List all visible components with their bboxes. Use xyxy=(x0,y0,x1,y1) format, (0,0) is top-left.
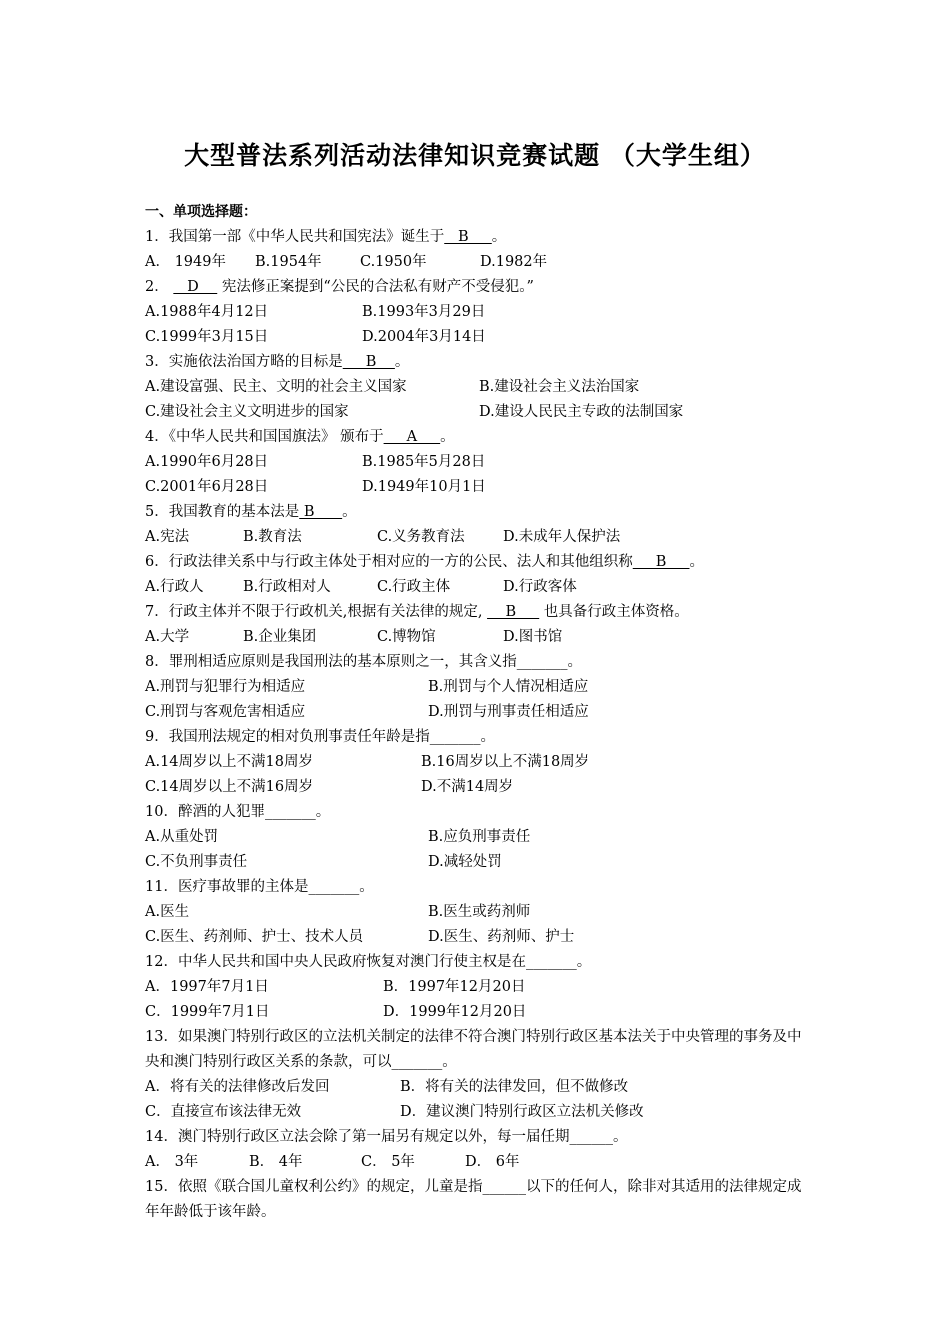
question-text: 14．澳门特别行政区立法会除了第一届另有规定以外，每一届任期 xyxy=(145,1129,570,1145)
option-b: B．将有关的法律发回，但不做修改 xyxy=(400,1079,629,1095)
question-3 xyxy=(145,350,810,375)
question-7 xyxy=(145,600,810,625)
option-a: A.1988年4月12日 xyxy=(145,304,269,320)
options-4a xyxy=(145,450,810,475)
answer-blank: B xyxy=(299,504,343,520)
options-9b xyxy=(145,775,810,800)
option-c: C.14周岁以上不满16周岁 xyxy=(145,779,314,795)
option-a: A.医生 xyxy=(145,904,190,920)
option-d: D.行政客体 xyxy=(503,579,577,595)
question-text: 8．罪刑相适应原则是我国刑法的基本原则之一，其含义指 xyxy=(145,654,517,670)
options-12a xyxy=(145,975,810,1000)
option-d: D.刑罚与刑事责任相适应 xyxy=(428,704,589,720)
question-text-end: 。 xyxy=(612,1129,628,1145)
question-text: 3．实施依法治国方略的目标是 xyxy=(145,354,343,370)
question-text: 7．行政主体并不限于行政机关,根据有关法律的规定, xyxy=(145,604,488,620)
answer-blank: B xyxy=(342,354,395,370)
question-text: 10．醉酒的人犯罪 xyxy=(145,804,265,820)
question-text: 1．我国第一部《中华人民共和国宪法》诞生于 xyxy=(145,229,445,245)
option-d: D.未成年人保护法 xyxy=(503,529,621,545)
option-a: A.宪法 xyxy=(145,529,190,545)
option-a: A.刑罚与犯罪行为相适应 xyxy=(145,679,306,695)
options-3a xyxy=(145,375,810,400)
question-15 xyxy=(145,1175,810,1225)
question-10 xyxy=(145,800,810,825)
options-12b xyxy=(145,1000,810,1025)
question-text: 15．依照《联合国儿童权利公约》的规定，儿童是指 xyxy=(145,1179,483,1195)
option-c: C.建设社会主义文明进步的国家 xyxy=(145,404,349,420)
option-b: B.1993年3月29日 xyxy=(362,304,486,320)
question-11 xyxy=(145,875,810,900)
option-b: B.1954年 xyxy=(255,254,322,270)
question-text-end: 宪法修正案提到“公民的合法私有财产不受侵犯。” xyxy=(217,279,534,295)
question-text: 6．行政法律关系中与行政主体处于相对应的一方的公民、法人和其他组织称 xyxy=(145,554,633,570)
options-7 xyxy=(145,625,810,650)
question-text: 12．中华人民共和国中央人民政府恢复对澳门行使主权是在 xyxy=(145,954,526,970)
question-12 xyxy=(145,950,810,975)
question-4 xyxy=(145,425,810,450)
options-3b xyxy=(145,400,810,425)
answer-blank: D xyxy=(173,279,218,295)
option-b: B.医生或药剂师 xyxy=(428,904,531,920)
option-a: A．1997年7月1日 xyxy=(145,979,269,995)
question-text-end: 。 xyxy=(440,429,455,445)
question-text: 4．《中华人民共和国国旗法》 颁布于 xyxy=(145,429,384,445)
option-d: D.建设人民民主专政的法制国家 xyxy=(479,404,684,420)
question-text-end: 。 xyxy=(480,729,495,745)
section-heading: 一、单项选择题： xyxy=(145,204,257,220)
question-text: 5．我国教育的基本法是 xyxy=(145,504,300,520)
option-c: C.义务教育法 xyxy=(377,529,465,545)
option-d: D． 6年 xyxy=(465,1154,520,1170)
option-c: C． 5年 xyxy=(361,1154,415,1170)
options-4b xyxy=(145,475,810,500)
option-c: C.2001年6月28日 xyxy=(145,479,269,495)
page-title: 大型普法系列活动法律知识竞赛试题 （大学生组） xyxy=(184,141,766,170)
option-b: B． 4年 xyxy=(249,1154,303,1170)
options-13a xyxy=(145,1075,810,1100)
options-10b xyxy=(145,850,810,875)
question-text: 2． xyxy=(145,279,174,295)
question-text: 11．医疗事故罪的主体是 xyxy=(145,879,309,895)
option-b: B．1997年12月20日 xyxy=(383,979,526,995)
options-6 xyxy=(145,575,810,600)
option-b: B.建设社会主义法治国家 xyxy=(479,379,640,395)
options-1 xyxy=(145,250,810,275)
options-11b xyxy=(145,925,810,950)
options-9a xyxy=(145,750,810,775)
question-text-end: 以下的任何人，除非对其适用的法律规定成年年龄低于该年龄。 xyxy=(145,1179,802,1220)
answer-blank: ______ xyxy=(482,1179,526,1195)
option-a: A.1990年6月28日 xyxy=(145,454,269,470)
answer-blank: B xyxy=(632,554,690,570)
option-a: A.从重处罚 xyxy=(145,829,219,845)
answer-blank: _______ xyxy=(429,729,481,745)
option-a: A．将有关的法律修改后发回 xyxy=(145,1079,330,1095)
options-2a xyxy=(145,300,810,325)
options-10a xyxy=(145,825,810,850)
options-8a xyxy=(145,675,810,700)
question-text-end: 也具备行政主体资格。 xyxy=(539,604,689,620)
answer-blank: _______ xyxy=(308,879,360,895)
option-c: C．直接宣布该法律无效 xyxy=(145,1104,302,1120)
option-c: C.不负刑事责任 xyxy=(145,854,248,870)
question-text-end: 。 xyxy=(315,804,331,820)
option-d: D.1982年 xyxy=(480,254,548,270)
option-c: C.行政主体 xyxy=(377,579,451,595)
option-d: D.1949年10月1日 xyxy=(362,479,486,495)
question-text: 9．我国刑法规定的相对负刑事责任年龄是指 xyxy=(145,729,430,745)
question-5 xyxy=(145,500,810,525)
option-a: A.行政人 xyxy=(145,579,204,595)
option-b: B.16周岁以上不满18周岁 xyxy=(421,754,590,770)
question-text-end: 。 xyxy=(342,504,357,520)
question-text-end: 。 xyxy=(442,1054,457,1070)
option-c: C．1999年7月1日 xyxy=(145,1004,270,1020)
option-c: C.刑罚与客观危害相适应 xyxy=(145,704,306,720)
question-9 xyxy=(145,725,810,750)
option-c: C.1999年3月15日 xyxy=(145,329,269,345)
answer-blank: A xyxy=(383,429,441,445)
option-b: B.企业集团 xyxy=(243,629,317,645)
question-2 xyxy=(145,275,810,300)
answer-blank: B xyxy=(444,229,492,245)
option-a: A． 3年 xyxy=(145,1154,199,1170)
question-13 xyxy=(145,1025,810,1075)
question-14 xyxy=(145,1125,810,1150)
options-5 xyxy=(145,525,810,550)
answer-blank: ______ xyxy=(569,1129,613,1145)
question-text-end: 。 xyxy=(359,879,374,895)
option-b: B.刑罚与个人情况相适应 xyxy=(428,679,589,695)
option-d: D.图书馆 xyxy=(503,629,563,645)
option-a: A.建设富强、民主、文明的社会主义国家 xyxy=(145,379,407,395)
option-d: D．建议澳门特别行政区立法机关修改 xyxy=(400,1104,644,1120)
option-a: A． 1949年 xyxy=(145,254,226,270)
option-d: D.医生、药剂师、护士 xyxy=(428,929,575,945)
question-text-end: 。 xyxy=(576,954,592,970)
question-text-end: 。 xyxy=(394,354,410,370)
answer-blank: _______ xyxy=(264,804,316,820)
option-d: D．1999年12月20日 xyxy=(383,1004,527,1020)
question-8 xyxy=(145,650,810,675)
option-d: D.不满14周岁 xyxy=(421,779,514,795)
answer-blank: _______ xyxy=(516,654,568,670)
option-c: C.博物馆 xyxy=(377,629,436,645)
answer-blank: B xyxy=(487,604,540,620)
option-b: B.行政相对人 xyxy=(243,579,331,595)
option-d: D.2004年3月14日 xyxy=(362,329,486,345)
option-d: D.减轻处罚 xyxy=(428,854,502,870)
option-b: B.应负刑事责任 xyxy=(428,829,531,845)
option-a: A.14周岁以上不满18周岁 xyxy=(145,754,313,770)
answer-blank: _______ xyxy=(525,954,577,970)
question-text: 13．如果澳门特别行政区的立法机关制定的法律不符合澳门特别行政区基本法关于中央管理的事务及中央和澳门特别行政区关系的条款，可以 xyxy=(145,1029,802,1070)
option-b: B.1985年5月28日 xyxy=(362,454,486,470)
question-6 xyxy=(145,550,810,575)
options-2b xyxy=(145,325,810,350)
option-a: A.大学 xyxy=(145,629,190,645)
option-c: C.1950年 xyxy=(360,254,427,270)
option-c: C.医生、药剂师、护士、技术人员 xyxy=(145,929,364,945)
question-list xyxy=(145,200,810,1225)
options-11a xyxy=(145,900,810,925)
options-13b xyxy=(145,1100,810,1125)
question-1 xyxy=(145,225,810,250)
question-text-end: 。 xyxy=(491,229,507,245)
answer-blank: _______ xyxy=(391,1054,443,1070)
options-8b xyxy=(145,700,810,725)
question-text-end: 。 xyxy=(689,554,704,570)
option-b: B.教育法 xyxy=(243,529,302,545)
options-14 xyxy=(145,1150,810,1175)
question-text-end: 。 xyxy=(567,654,582,670)
